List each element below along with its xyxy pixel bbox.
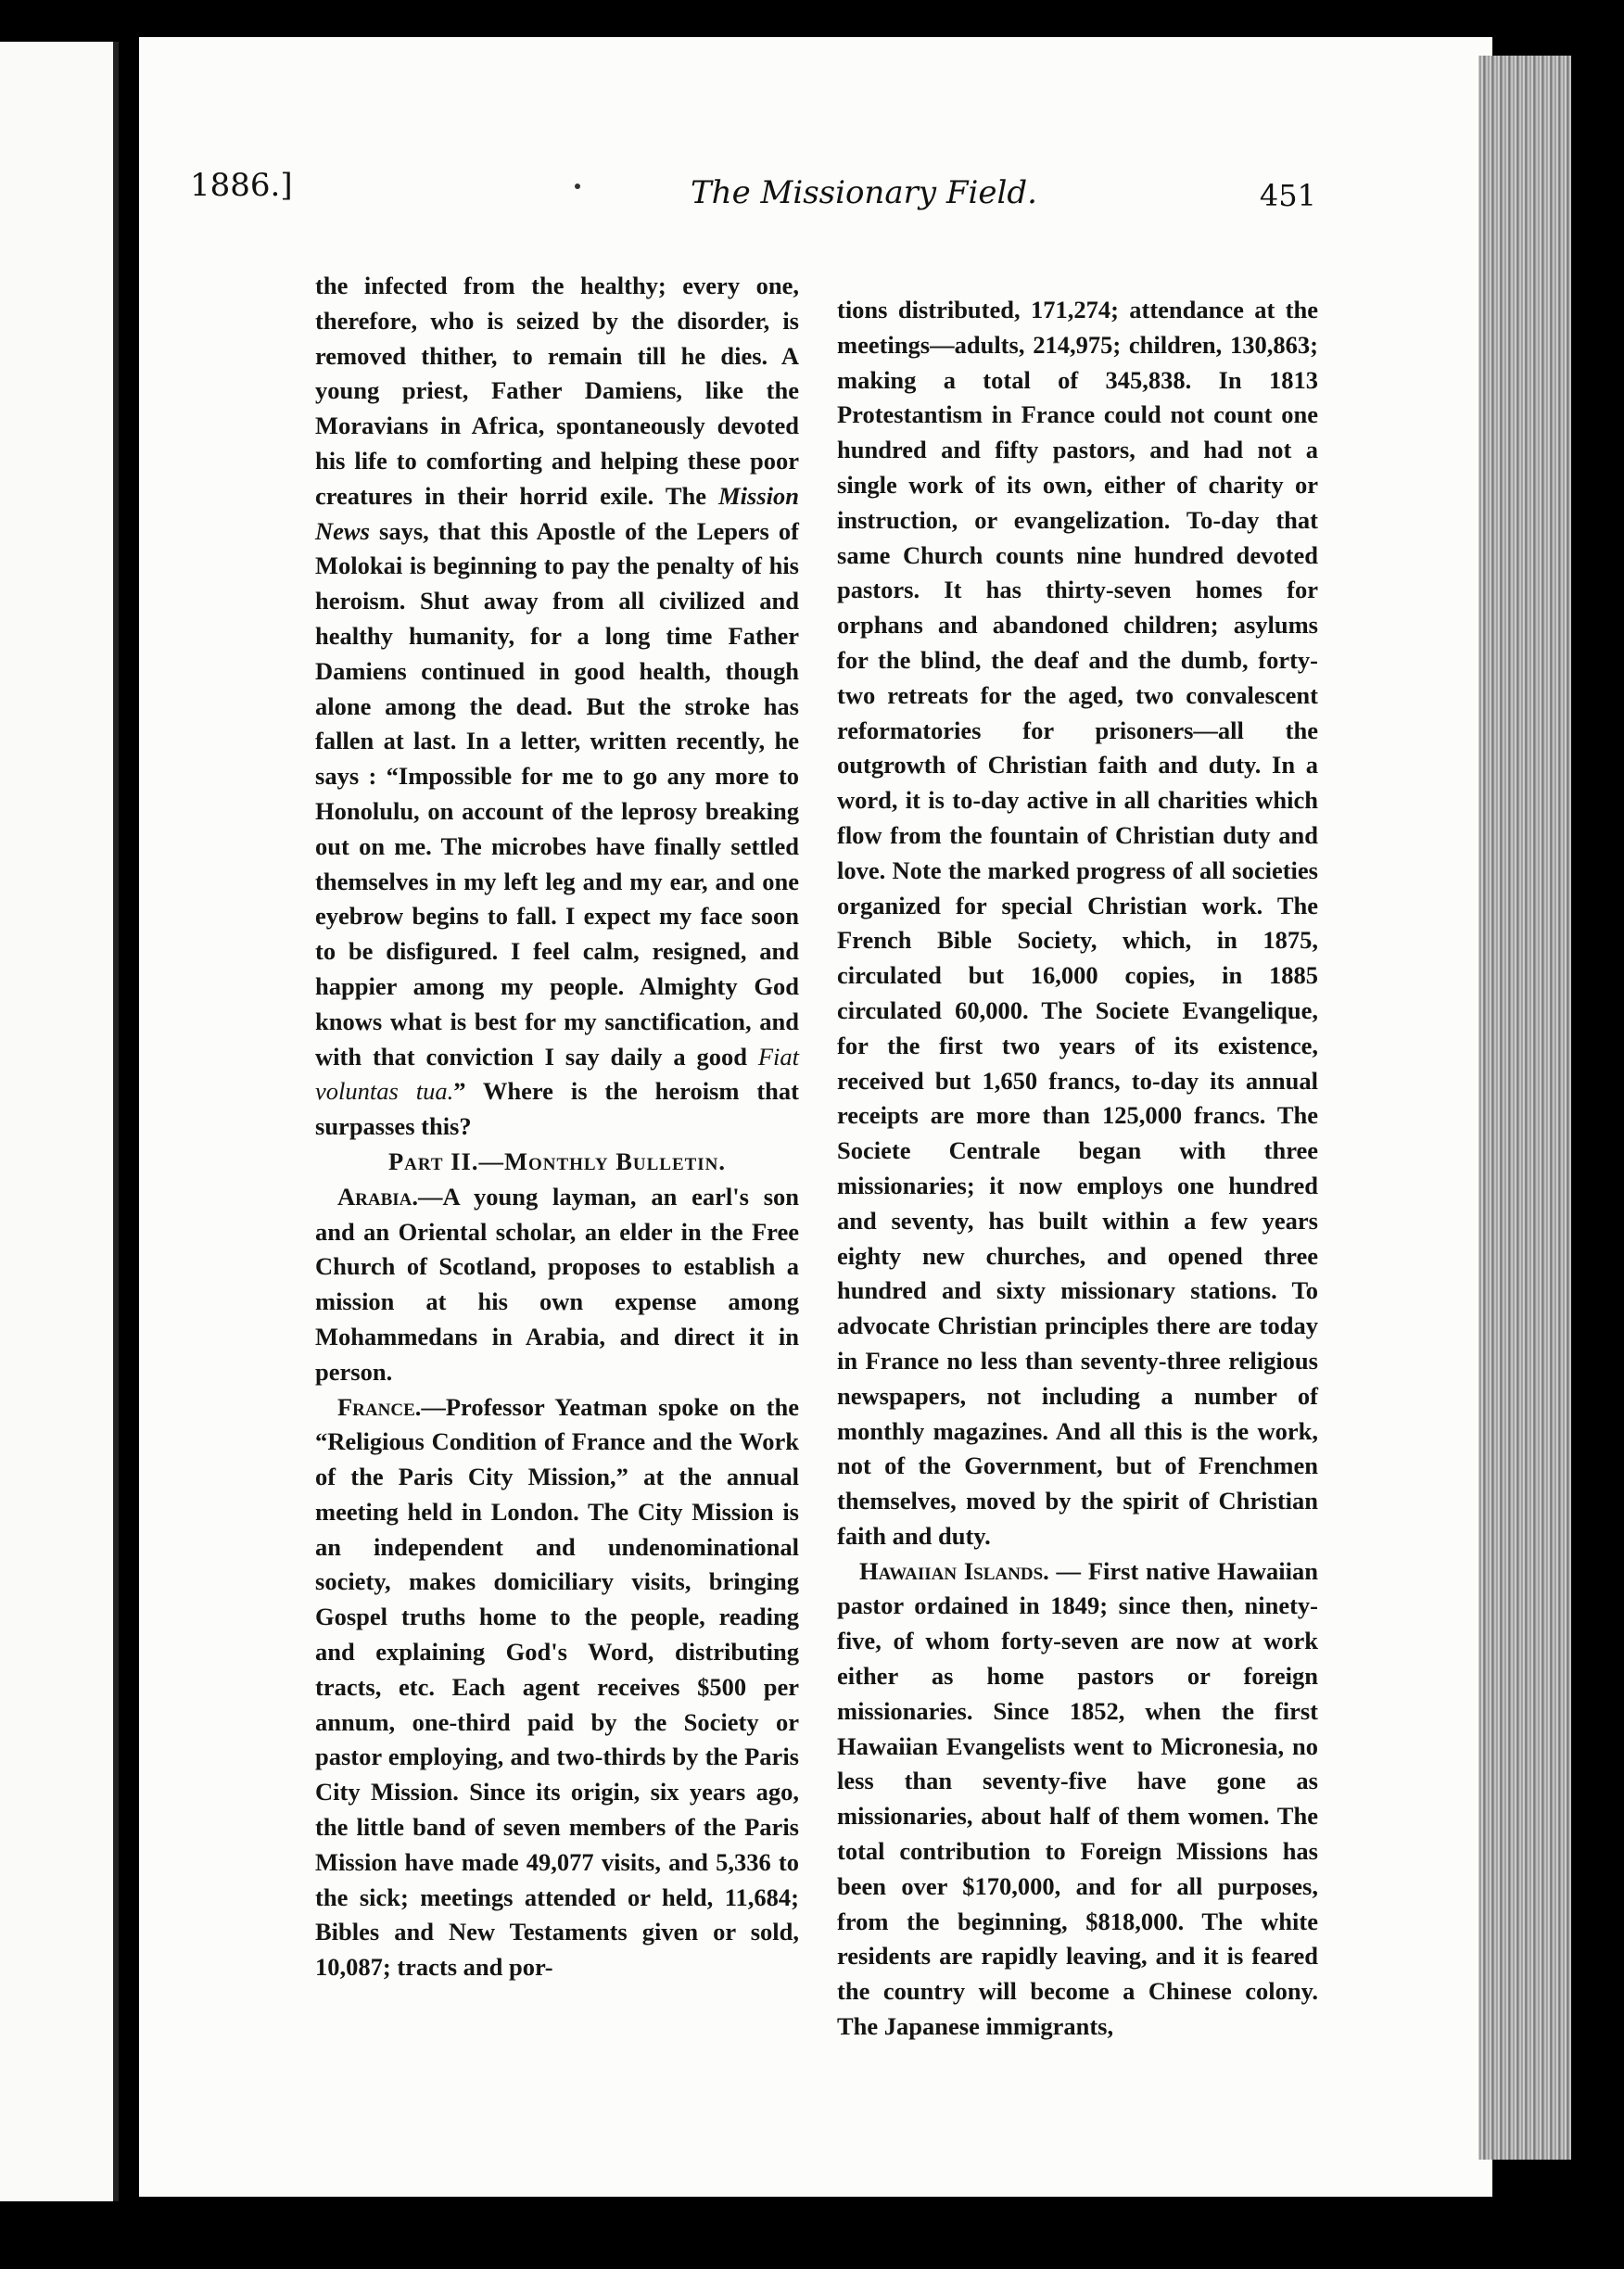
arabia-label: Arabia. xyxy=(337,1182,418,1211)
page-stack-edge xyxy=(1478,56,1571,2160)
section-heading: Part II.—Monthly Bulletin. xyxy=(387,1147,727,1175)
page-header xyxy=(190,167,1316,222)
page-number: 451 xyxy=(1259,178,1316,213)
running-title: The Missionary Field. xyxy=(691,174,1037,211)
hawaii-paragraph: Hawaiian Islands. — First native Hawaiian pastor ordained in 1849; since then, ninety-five, of whom forty-seven are now at work either as home pastors or foreign missionaries. Since 1852, when the first Hawaiian Evangelists went to Micronesia, no less than seventy-five have gone as missionaries, about half of them women. The total contribution to Foreign Missions has been over $170,000, and for all purposes, from the beginning, $818,000. The white residents are rapidly leaving, and it is feared the country will become a Chinese colony. The Japanese immigrants, xyxy=(837,1556,1318,2041)
left-column xyxy=(315,269,799,1985)
hawaii-label: Hawaiian Islands. xyxy=(859,1556,1049,1585)
leprosy-paragraph: the infected from the healthy; every one, therefore, who is seized by the disorder, is removed thither, to remain till he dies. A young priest, Father Damiens, like the Moravians in Africa, spontaneously devoted his life to comforting and helping these poor creatures in their horrid exile. The Mission News says, that this Apostle of the Lepers of Molokai is beginning to pay the penalty of his heroism. Shut away from all civilized and healthy humanity, for a long time Father Damiens continued in good health, though alone among the dead. But the stroke has fallen at last. In a letter, written recently, he says : “Impossible for me to go any more to Honolulu, on account of the leprosy breaking out on me. The microbes have finally settled themselves in my left leg and my ear, and one eyebrow begins to fall. I expect my face soon to be disfigured. I feel calm, resigned, and happier among my people. Almighty God knows what is best for my sanctification, and with that conviction I say daily a good Fiat voluntas tua.” Where is the heroism that surpasses this? xyxy=(315,272,799,1141)
header-year: 1886.] xyxy=(190,167,293,204)
france-paragraph: France.—Professor Yeatman spoke on the “Religious Condition of France and the Work of the Paris City Mission,” at the annual meeting held in London. The City Mission is an independent and undenominational society, makes domiciliary visits, bringing Gospel truths home to the people, reading and explaining God's Word, distributing tracts, etc. Each agent receives $500 per annum, one-third paid by the Society or pastor employing, and two-thirds by the Paris City Mission. Since its origin, six years ago, the little band of seven members of the Paris Mission have made 49,077 visits, and 5,336 to the sick; meetings attended or held, 11,684; Bibles and New Testaments given or sold, 10,087; tracts and por- xyxy=(315,1392,799,1982)
left-page-edge xyxy=(0,42,119,2201)
arabia-paragraph: Arabia.—A young layman, an earl's son and an Oriental scholar, an elder in the Free Church of Scotland, proposes to establish a mission at his own expense among Mohammedans in Arabia, and direct it in person. xyxy=(315,1182,799,1386)
right-column xyxy=(837,293,1318,2045)
france-label: France. xyxy=(337,1392,422,1421)
france-continued-paragraph: tions distributed, 171,274; attendance at the meetings—adults, 214,975; children, 130,863; making a total of 345,838. In 1813 Protestantism in France could not count one hundred and fifty pastors, and had not a single work of its own, either of charity or instruction, or evangelization. To-day that same Church counts nine hundred devoted pastors. It has thirty-seven homes for orphans and abandoned children; asylums for the blind, the deaf and the dumb, forty-two retreats for the aged, two convalescent reformatories for prisoners—all the outgrowth of Christian faith and duty. In a word, it is to-day active in all charities which flow from the fountain of Christian duty and love. Note the marked progress of all societies organized for special Christian work. The French Bible Society, which, in 1875, circulated but 16,000 copies, in 1885 circulated 60,000. The Societe Evangelique, for the first two years of its existence, received but 1,650 francs, to-day its annual receipts are more than 125,000 francs. The Societe Centrale began with three missionaries; it now employs one hundred and seventy, has built within a few years eighty new churches, and opened three hundred and sixty missionary stations. To advocate Christian principles there are today in France no less than seventy-three religious newspapers, not including a number of monthly magazines. And all this is the work, not of the Government, but of Frenchmen themselves, moved by the spirit of Christian faith and duty. xyxy=(837,296,1318,1550)
